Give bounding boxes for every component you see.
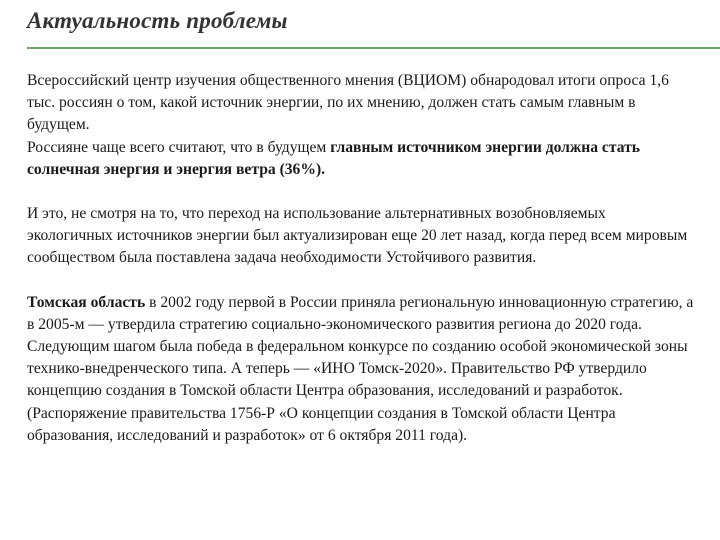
title-divider xyxy=(27,47,720,49)
paragraph-bold-text: Томская область xyxy=(27,293,146,311)
paragraph-survey-result xyxy=(27,137,695,181)
paragraph-bold-text: главным источником энергии должна стать солнечная энергия и энергия ветра (36%). xyxy=(27,138,640,178)
paragraph-text: Всероссийский центр изучения общественного мнения (ВЦИОМ) обнародовал итоги опроса 1,6 тыс. россиян о том, какой источник энергии, по их мнению, должен стать самым главным в будущем. xyxy=(27,72,669,134)
paragraph-sustainable-development xyxy=(27,203,695,270)
paragraph-text: в 2002 году первой в России приняла региональную инновационную стратегию, а в 2005-м — утвердила стратегию социально-экономического развития региона до 2020 года. Следующим шагом была победа в федеральном конкурсе по созданию особой экономической зоны технико-внедренческого типа. А теперь — «ИНО Томск-2020». Правительство РФ утвердило концепцию создания в Томской области Центра образования, исследований и разработок. (Распоряжение правительства 1756-Р «О концепции создания в Томской области Центра образования, исследований и разработок» от 6 октября 2011 года). xyxy=(27,293,694,444)
paragraph-spacer xyxy=(27,181,695,203)
paragraph-text: И это, не смотря на то, что переход на использование альтернативных возобновляемых экологичных источников энергии был актуализирован еще 20 лет назад, когда перед всем мировым сообществом была поставлена задача необходимости Устойчивого развития. xyxy=(27,205,688,267)
paragraph-vciom-survey xyxy=(27,70,695,137)
slide-title: Актуальность проблемы xyxy=(27,8,288,33)
paragraph-tomsk-region xyxy=(27,292,695,447)
slide-body xyxy=(27,70,695,447)
paragraph-text: Россияне чаще всего считают, что в будущем xyxy=(27,138,331,156)
paragraph-spacer xyxy=(27,270,695,292)
